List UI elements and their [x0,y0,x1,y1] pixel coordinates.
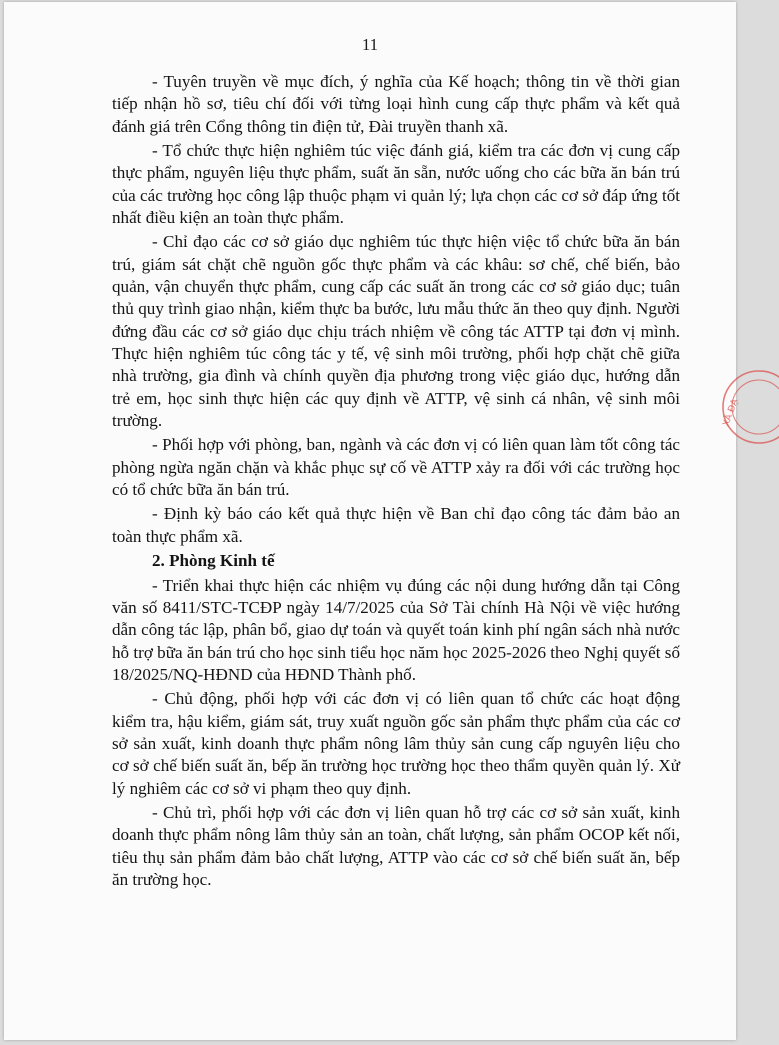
red-seal-stamp [719,367,779,447]
paragraph: - Chủ động, phối hợp với các đơn vị có liên quan tổ chức các hoạt động kiểm tra, hậu kiểm, giám sát, truy xuất nguồn gốc sản phẩm thực phẩm của các cơ sở sản xuất, kinh doanh thực phẩm nông lâm thủy sản cung cấp nguyên liệu cho cơ sở chế biến suất ăn, bếp ăn trường học trường học theo thẩm quyền quản lý. Xử lý nghiêm các cơ sở vi phạm theo quy định. [112,689,680,798]
paragraph: - Triển khai thực hiện các nhiệm vụ đúng các nội dung hướng dẫn tại Công văn số 8411/STC-TCĐP ngày 14/7/2025 của Sở Tài chính Hà Nội về việc hướng dẫn công tác lập, phân bổ, giao dự toán và quyết toán kinh phí ngân sách nhà nước hỗ trợ bữa ăn bán trú cho học sinh tiểu học năm học 2025-2026 theo Nghị quyết số 18/2025/NQ-HĐND của HĐND Thành phố. [112,575,680,684]
paragraph: - Định kỳ báo cáo kết quả thực hiện về Ban chỉ đạo công tác đảm bảo an toàn thực phẩm xã. [112,504,680,546]
paragraph: - Chỉ đạo các cơ sở giáo dục nghiêm túc thực hiện việc tổ chức bữa ăn bán trú, giám sát chặt chẽ nguồn gốc thực phẩm và các khâu: sơ chế, chế biến, bảo quản, vận chuyển thực phẩm, cung cấp các suất ăn trong các cơ sở giáo dục; tuân thủ quy trình giao nhận, kiểm thực ba bước, lưu mẫu thức ăn theo quy định. Người đứng đầu các cơ sở giáo dục chịu trách nhiệm về công tác ATTP tại đơn vị mình. Thực hiện nghiêm túc công tác y tế, vệ sinh môi trường, phối hợp chặt chẽ giữa nhà trường, gia đình và chính quyền địa phương trong việc giáo dục, hướng dẫn trẻ em, học sinh thực hiện các quy định về ATTP, vệ sinh cá nhân, vệ sinh môi trường. [112,232,680,430]
document-body [112,71,680,893]
page-number: 11 [361,35,379,54]
svg-text:XÃ ĐẠ: XÃ ĐẠ [721,397,741,429]
paragraph: - Chủ trì, phối hợp với các đơn vị liên quan hỗ trợ các cơ sở sản xuất, kinh doanh thực phẩm nông lâm thủy sản an toàn, chất lượng, sản phẩm OCOP kết nối, tiêu thụ sản phẩm đảm bảo chất lượng, ATTP vào các cơ sở chế biến suất ăn, bếp ăn trường học. [112,803,680,889]
paragraph: - Tuyên truyền về mục đích, ý nghĩa của Kế hoạch; thông tin về thời gian tiếp nhận hồ sơ, tiêu chí đối với từng loại hình cung cấp thực phẩm và kết quả đánh giá trên Cổng thông tin điện tử, Đài truyền thanh xã. [112,72,680,136]
paragraph: - Tổ chức thực hiện nghiêm túc việc đánh giá, kiểm tra các đơn vị cung cấp thực phẩm, nguyên liệu thực phẩm, suất ăn sẵn, nước uống cho các bữa ăn bán trú của các trường học công lập thuộc phạm vi quản lý; lựa chọn các cơ sở đáp ứng tốt nhất điều kiện an toàn thực phẩm. [112,141,680,227]
paragraph: - Phối hợp với phòng, ban, ngành và các đơn vị có liên quan làm tốt công tác phòng ngừa ngăn chặn và khắc phục sự cố về ATTP xảy ra đối với các trường học có tổ chức bữa ăn bán trú. [112,435,680,499]
document-page [4,2,741,1040]
section-heading: 2. Phòng Kinh tế [152,551,275,571]
